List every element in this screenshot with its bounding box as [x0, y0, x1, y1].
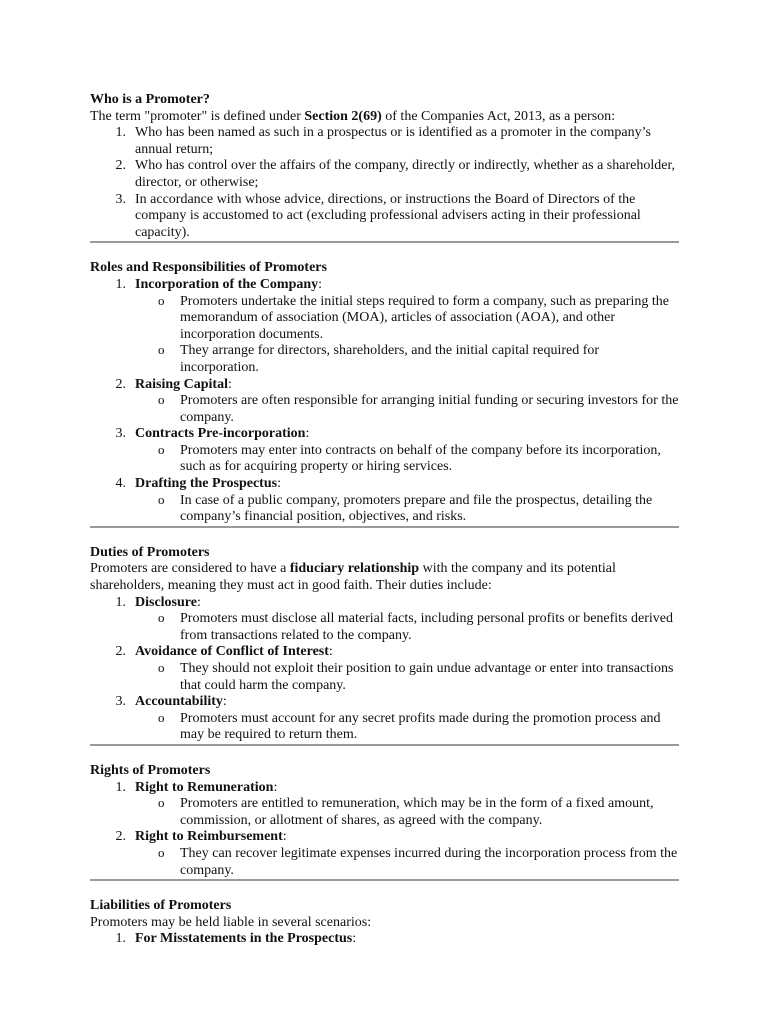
bullet-item	[135, 846, 679, 879]
list-number: 2.	[115, 829, 126, 845]
label-colon: :	[227, 376, 232, 392]
label-colon: :	[222, 694, 227, 710]
bullet-item	[135, 294, 679, 344]
bullet-circle-icon: o	[158, 795, 165, 811]
list-number: 3.	[115, 426, 126, 442]
numbered-list	[90, 780, 679, 880]
bullet-list	[135, 443, 679, 476]
list-item-text: Who has been named as such in a prospectus or is identified as a promoter in the company’s annual return;	[135, 125, 651, 157]
bullet-item	[135, 711, 679, 744]
list-item	[90, 829, 679, 879]
list-item-label: Disclosure	[135, 594, 197, 610]
intro-text: of the Companies Act, 2013, as a person:	[381, 108, 616, 124]
section-title: Duties of Promoters	[90, 544, 210, 560]
list-item	[90, 125, 679, 158]
bullet-circle-icon: o	[158, 844, 165, 860]
list-item-label: Accountability	[135, 694, 223, 710]
bullet-list	[135, 393, 679, 426]
bullet-list	[135, 846, 679, 879]
horizontal-rule	[90, 744, 679, 746]
bullet-circle-icon: o	[158, 441, 165, 457]
label-colon: :	[328, 644, 333, 660]
numbered-list	[90, 595, 679, 744]
list-item-label: Drafting the Prospectus	[135, 476, 278, 492]
list-item	[90, 192, 679, 242]
bullet-circle-icon: o	[158, 342, 165, 358]
list-item	[90, 158, 679, 191]
intro-bold-text: Section 2(69)	[304, 108, 382, 124]
bullet-circle-icon: o	[158, 709, 165, 725]
bullet-item	[135, 796, 679, 829]
list-item	[90, 931, 679, 948]
list-item	[90, 780, 679, 830]
section-intro	[90, 561, 679, 594]
section-title: Liabilities of Promoters	[90, 898, 232, 914]
section-intro	[90, 109, 679, 126]
bullet-text: In case of a public company, promoters prepare and file the prospectus, detailing the company’s financial position, objectives, and risks.	[180, 492, 653, 525]
list-number: 2.	[115, 644, 126, 660]
label-colon: :	[196, 594, 201, 610]
bullet-item	[135, 661, 679, 694]
horizontal-rule	[90, 241, 679, 243]
bullet-list	[135, 611, 679, 644]
list-number: 3.	[115, 694, 126, 710]
label-colon: :	[305, 426, 310, 442]
list-number: 2.	[115, 158, 126, 174]
label-colon: :	[282, 829, 287, 845]
bullet-item	[135, 343, 679, 376]
list-item-label: Avoidance of Conflict of Interest	[135, 644, 329, 660]
bullet-list	[135, 711, 679, 744]
intro-text: with the company and its potential shareholders, meaning they must act in good faith. Their duties include:	[90, 561, 616, 594]
section-who-is-promoter	[90, 92, 679, 241]
section-rights	[90, 763, 679, 879]
list-item-label: Right to Reimbursement	[135, 829, 283, 845]
list-number: 1.	[115, 276, 126, 292]
list-item-label: Incorporation of the Company	[135, 276, 319, 292]
section-duties	[90, 545, 679, 744]
bullet-item	[135, 393, 679, 426]
numbered-list	[90, 125, 679, 241]
intro-text: The term "promoter" is defined under	[90, 108, 305, 124]
bullet-text: They should not exploit their position to gain undue advantage or enter into transactions that could harm the company.	[180, 661, 674, 693]
bullet-circle-icon: o	[158, 610, 165, 626]
numbered-list	[90, 931, 679, 948]
numbered-list	[90, 277, 679, 526]
bullet-list	[135, 661, 679, 694]
horizontal-rule	[90, 526, 679, 528]
label-colon: :	[352, 931, 357, 947]
list-number: 2.	[115, 376, 126, 392]
list-number: 1.	[115, 594, 126, 610]
intro-text: Promoters are considered to have a	[90, 561, 290, 577]
bullet-text: Promoters are entitled to remuneration, which may be in the form of a fixed amount, commission, or allotment of shares, as agreed with the company.	[180, 796, 654, 828]
bullet-text: Promoters undertake the initial steps required to form a company, such as preparing the memorandum of association (MOA), articles of association (AOA), and other incorporation documents.	[180, 293, 669, 342]
list-item-label: For Misstatements in the Prospectus	[135, 931, 353, 947]
bullet-text: Promoters may enter into contracts on behalf of the company before its incorporation, such as for acquiring property or hiring services.	[180, 442, 661, 475]
list-number: 4.	[115, 476, 126, 492]
list-item	[90, 476, 679, 526]
bullet-text: Promoters are often responsible for arranging initial funding or securing investors for the company.	[180, 393, 679, 425]
bullet-item	[135, 443, 679, 476]
section-title: Who is a Promoter?	[90, 92, 210, 107]
list-item-label: Contracts Pre-incorporation	[135, 426, 306, 442]
label-colon: :	[277, 476, 281, 492]
list-item	[90, 277, 679, 377]
bullet-circle-icon: o	[158, 491, 165, 507]
bullet-item	[135, 611, 679, 644]
bullet-text: They arrange for directors, shareholders, and the initial capital required for incorporation.	[180, 343, 600, 375]
list-item-text: In accordance with whose advice, directions, or instructions the Board of Directors of the company is accustomed to act (excluding professional advisers acting in their professional capacity).	[135, 191, 641, 240]
label-colon: :	[273, 779, 278, 795]
bullet-text: Promoters must account for any secret profits made during the promotion process and may be required to return them.	[180, 710, 661, 743]
section-title: Roles and Responsibilities of Promoters	[90, 260, 327, 276]
list-item	[90, 377, 679, 427]
section-title: Rights of Promoters	[90, 762, 211, 778]
bullet-list	[135, 796, 679, 829]
bullet-circle-icon: o	[158, 392, 165, 408]
bullet-text: They can recover legitimate expenses incurred during the incorporation process from the company.	[180, 845, 678, 878]
list-number: 1.	[115, 931, 126, 947]
intro-bold-text: fiduciary relationship	[289, 561, 420, 577]
bullet-list	[135, 493, 679, 526]
list-number: 3.	[115, 191, 126, 207]
bullet-circle-icon: o	[158, 660, 165, 675]
bullet-circle-icon: o	[158, 292, 165, 308]
bullet-text: Promoters must disclose all material facts, including personal profits or benefits derived from transactions related to the company.	[180, 611, 673, 643]
horizontal-rule	[90, 879, 679, 881]
list-number: 1.	[115, 779, 126, 795]
section-roles	[90, 260, 679, 526]
list-item	[90, 694, 679, 744]
list-item	[90, 426, 679, 476]
list-item	[90, 644, 679, 694]
list-item-text: Who has control over the affairs of the company, directly or indirectly, whether as a shareholder, director, or otherwise;	[135, 158, 676, 190]
document-page	[90, 92, 679, 948]
label-colon: :	[318, 276, 323, 292]
bullet-item	[135, 493, 679, 526]
bullet-list	[135, 294, 679, 377]
section-liabilities	[90, 898, 679, 948]
list-number: 1.	[115, 125, 126, 141]
list-item-label: Right to Remuneration	[135, 779, 274, 795]
section-intro: Promoters may be held liable in several scenarios:	[90, 914, 372, 930]
list-item	[90, 595, 679, 645]
list-item-label: Raising Capital	[135, 376, 228, 392]
